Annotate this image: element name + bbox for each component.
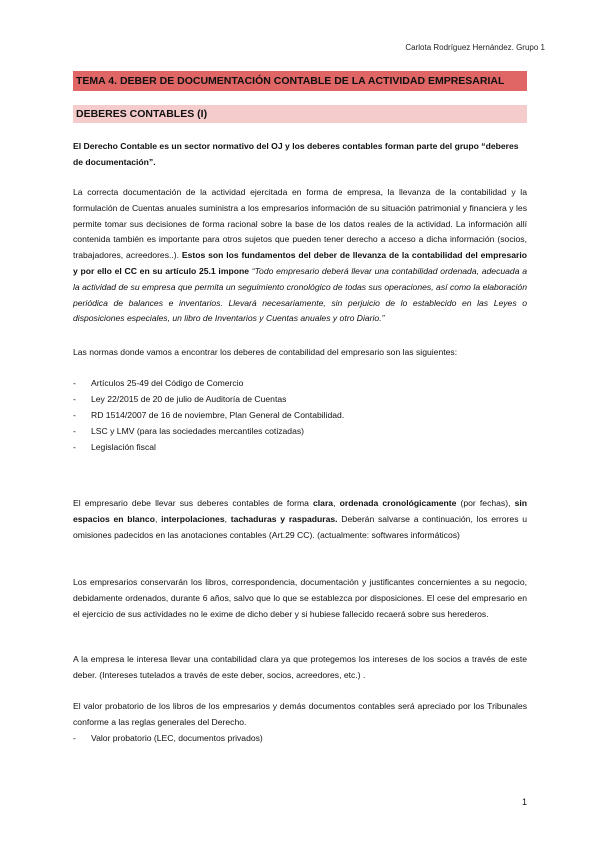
fundamentals-bold-text: Estos son los fundamentos del deber de llevanza de la contabilidad del empresario y por ello el CC en su artículo 25.1 impone bbox=[73, 250, 527, 276]
form-text: Deberán salvarse a continuación, los errores u omisiones padecidos en las anotaciones contables (Art.29 CC). (actualmente: softwares informáticos) bbox=[73, 513, 527, 540]
page-header: Carlota Rodríguez Hernández. Grupo 1 bbox=[405, 43, 545, 52]
list-item: - Valor probatorio (LEC, documentos privados) bbox=[73, 730, 527, 746]
proof-list bbox=[73, 730, 527, 746]
interest-paragraph: A la empresa le interesa llevar una contabilidad clara ya que protegemos los intereses de los socios a través de este deber. (Intereses tutelados a través de este deber, socios, acreedores, etc.) . bbox=[73, 654, 527, 680]
form-text: El empresario debe llevar sus deberes contables de forma bbox=[73, 498, 314, 508]
form-bold: ordenada cronológicamente bbox=[339, 498, 457, 508]
list-item: - Legislación fiscal bbox=[73, 439, 527, 455]
page-number: 1 bbox=[521, 797, 527, 807]
intro-paragraph: El Derecho Contable es un sector normativo del OJ y los deberes contables forman parte del grupo “deberes de documentación”. bbox=[73, 141, 519, 167]
list-item: - Artículos 25-49 del Código de Comercio bbox=[73, 375, 527, 391]
list-item: - Ley 22/2015 de 20 de julio de Auditoría de Cuentas bbox=[73, 391, 527, 407]
form-text: , bbox=[224, 513, 231, 524]
form-bold: clara bbox=[313, 498, 334, 508]
fundamentals-paragraph bbox=[73, 185, 527, 327]
form-text: (por fechas), bbox=[456, 498, 515, 508]
topic-title: TEMA 4. DEBER DE DOCUMENTACIÓN CONTABLE DE LA ACTIVIDAD EMPRESARIAL bbox=[73, 71, 527, 91]
form-text: , bbox=[333, 498, 340, 508]
form-text: , bbox=[154, 513, 162, 524]
conservation-paragraph: Los empresarios conservarán los libros, correspondencia, documentación y justificantes concernientes a su negocio, debidamente ordenados, durante 6 años, salvo que lo que se establezca por disposiciones. El cese del empresario en el ejercicio de sus actividades no le exime de dicho deber y si hubiese fallecido recaerá sobre sus herederos. bbox=[73, 577, 527, 619]
form-bold: interpolaciones bbox=[161, 513, 225, 524]
list-item: - RD 1514/2007 de 16 de noviembre, Plan General de Contabilidad. bbox=[73, 407, 527, 423]
form-bold: sin espacios en blanco bbox=[73, 498, 528, 524]
norms-list bbox=[73, 375, 527, 455]
form-bold: tachaduras y raspaduras. bbox=[230, 513, 338, 524]
proof-paragraph: El valor probatorio de los libros de los empresarios y demás documentos contables será apreciado por los Tribunales conforme a las reglas generales del Derecho. bbox=[73, 701, 527, 727]
list-item: - LSC y LMV (para las sociedades mercantiles cotizadas) bbox=[73, 423, 527, 439]
fundamentals-text: La correcta documentación de la actividad ejercitada en forma de empresa, la llevanza de la contabilidad y la formulación de Cuentas anuales suministra a los empresarios información de su situación patrimonial y financiera y les permite tomar sus decisiones de forma racional sobre la base de los datos reales de la actividad. La información allí contenida también es importante para otros sujetos que pueden tener derecho a acceso a dicha información (socios, trabajadores, acreedores..). bbox=[73, 187, 527, 261]
form-paragraph bbox=[73, 496, 527, 543]
norms-intro: Las normas donde vamos a encontrar los deberes de contabilidad del empresario son las siguientes: bbox=[73, 347, 458, 357]
article-quote: “Todo empresario deberá llevar una contabilidad ordenada, adecuada a la actividad de su empresa que permita un seguimiento cronológico de todas sus operaciones, así como la elaboración periódica de balances e inventarios. Llevará necesariamente, sin perjuicio de lo establecido en las Leyes o disposiciones especiales, un libro de Inventarios y Cuentas anuales y otro Diario.” bbox=[73, 265, 527, 324]
section-title: DEBERES CONTABLES (I) bbox=[73, 105, 527, 123]
